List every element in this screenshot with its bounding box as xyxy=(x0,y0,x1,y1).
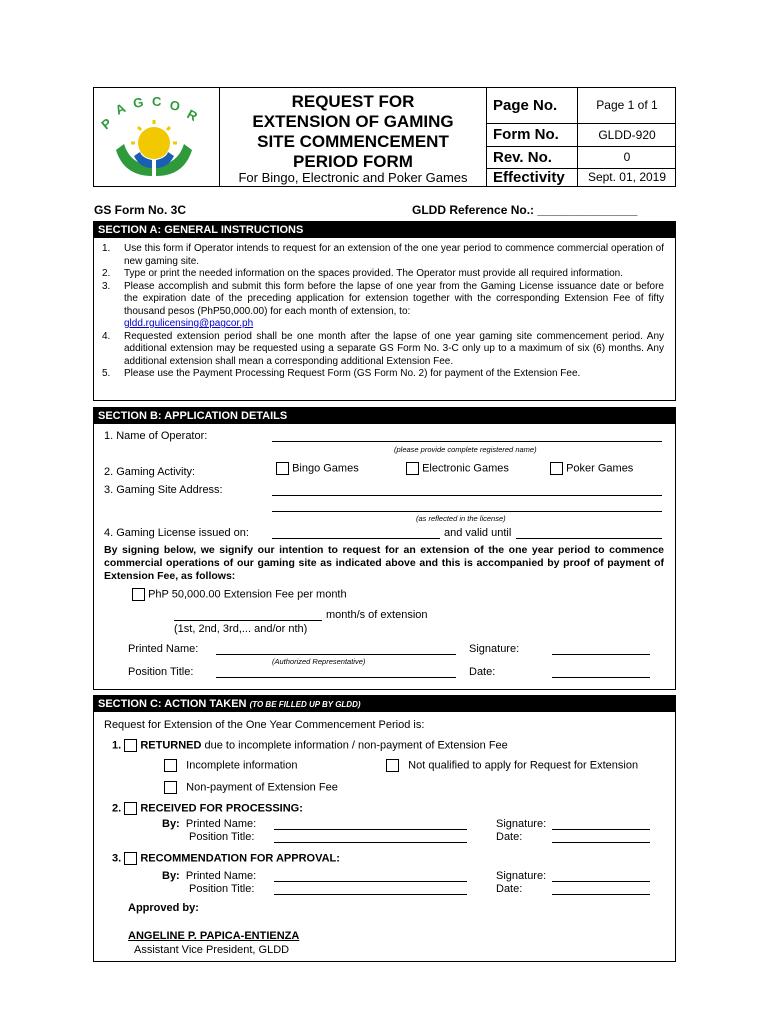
instruction-item: 4. Requested extension period shall be one month after the lapse of one year gaming site commencement period. Any additional extension may be requested using a separate GS Form No. 3-C only up to a maximum of six (6) months. Any additional extension shall mean a corresponding additional Extension Fee. xyxy=(102,330,664,367)
recommendation-position-label: Position Title: xyxy=(189,883,255,895)
svg-text:A: A xyxy=(112,100,128,118)
extension-fee-checkbox[interactable] xyxy=(132,588,145,601)
non-payment-checkbox[interactable] xyxy=(164,781,177,794)
site-address-field-1[interactable] xyxy=(272,495,662,496)
signature-label: Signature: xyxy=(469,643,520,655)
recommendation-checkbox[interactable] xyxy=(124,852,137,865)
received-signature-field[interactable] xyxy=(552,829,650,830)
licensing-email-link[interactable]: gldd.rgulicensing@pagcor.ph xyxy=(124,318,254,329)
date-label: Date: xyxy=(469,666,496,678)
not-qualified-checkbox[interactable] xyxy=(386,759,399,772)
valid-until-field[interactable] xyxy=(516,538,662,539)
form-title xyxy=(220,92,486,172)
received-position-field[interactable] xyxy=(274,842,467,843)
not-qualified-option[interactable]: Not qualified to apply for Request for Extension xyxy=(386,759,638,772)
electronic-games-option[interactable]: Electronic Games xyxy=(406,462,509,475)
received-date-label: Date: xyxy=(496,831,523,843)
meta-rev-no: Rev. No. 0 xyxy=(487,147,676,169)
license-issued-field[interactable] xyxy=(272,538,440,539)
received-option[interactable]: 2. RECEIVED FOR PROCESSING: xyxy=(112,802,303,815)
extension-fee-option[interactable]: PhP 50,000.00 Extension Fee per month xyxy=(132,588,347,601)
recommendation-signature-label: Signature: xyxy=(496,870,547,882)
form-title-block xyxy=(220,88,486,186)
received-date-field[interactable] xyxy=(552,842,650,843)
form-subtitle: For Bingo, Electronic and Poker Games xyxy=(238,170,468,185)
instruction-item: 2. Type or print the needed information on the spaces provided. The Operator must provide all required information. xyxy=(102,268,623,279)
site-address-label: 3. Gaming Site Address: xyxy=(104,484,223,496)
operator-name-label: 1. Name of Operator: xyxy=(104,430,208,442)
section-a-title: SECTION A: GENERAL INSTRUCTIONS xyxy=(94,222,675,238)
recommendation-option[interactable]: 3. RECOMMENDATION FOR APPROVAL: xyxy=(112,852,340,865)
position-title-label: Position Title: xyxy=(128,666,194,678)
site-address-field-2[interactable] xyxy=(272,511,662,512)
operator-name-field[interactable] xyxy=(272,441,662,442)
returned-option[interactable]: 1. RETURNED due to incomplete information / non-payment of Extension Fee xyxy=(112,739,508,752)
recommendation-printed-name-field[interactable] xyxy=(274,881,467,882)
instructions-list xyxy=(94,243,664,381)
svg-text:G: G xyxy=(131,94,145,111)
printed-name-label: Printed Name: xyxy=(128,643,199,655)
svg-text:C: C xyxy=(152,94,162,109)
meta-page-no: Page No. Page 1 of 1 xyxy=(487,88,676,124)
poker-games-option[interactable]: Poker Games xyxy=(550,462,633,475)
received-printed-name-field[interactable] xyxy=(274,829,467,830)
section-b-title: SECTION B: APPLICATION DETAILS xyxy=(94,408,675,424)
action-intro: Request for Extension of the One Year Commencement Period is: xyxy=(104,719,425,731)
intent-statement: By signing below, we signify our intention to request for an extension of the one year period to commence commercial operations of our gaming site as indicated above and this is accompanied by proof of payment of Extension Fee, as follows: xyxy=(104,544,664,582)
pagcor-logo xyxy=(94,88,220,186)
recommendation-date-field[interactable] xyxy=(552,894,650,895)
title-line: REQUEST FOR xyxy=(291,92,415,111)
site-address-hint: (as reflected in the license) xyxy=(416,514,506,523)
poker-games-checkbox[interactable] xyxy=(550,462,563,475)
title-line: SITE COMMENCEMENT xyxy=(257,132,449,151)
received-checkbox[interactable] xyxy=(124,802,137,815)
title-line: EXTENSION OF GAMING xyxy=(252,112,454,131)
title-line: PERIOD FORM xyxy=(293,152,413,171)
instruction-item: 1. Use this form if Operator intends to request for an extension of the one year period to commence commercial operation of new gaming site. xyxy=(102,243,664,267)
gs-form-number: GS Form No. 3C xyxy=(94,203,187,217)
received-by: By: Printed Name: xyxy=(162,818,257,830)
section-c-title: SECTION C: ACTION TAKEN (TO BE FILLED UP BY GLDD) xyxy=(94,696,675,712)
svg-text:R: R xyxy=(184,106,200,125)
gaming-activity-label: 2. Gaming Activity: xyxy=(104,466,196,478)
svg-text:P: P xyxy=(98,115,115,133)
recommendation-signature-field[interactable] xyxy=(552,881,650,882)
section-b xyxy=(93,407,676,690)
incomplete-info-option[interactable]: Incomplete information xyxy=(164,759,297,772)
operator-name-hint: (please provide complete registered name) xyxy=(394,445,537,454)
license-issued-label: 4. Gaming License issued on: xyxy=(104,527,249,539)
electronic-games-checkbox[interactable] xyxy=(406,462,419,475)
section-a xyxy=(93,221,676,401)
approver-title: Assistant Vice President, GLDD xyxy=(134,944,290,956)
signature-field[interactable] xyxy=(552,654,650,655)
received-position-label: Position Title: xyxy=(189,831,255,843)
returned-checkbox[interactable] xyxy=(124,739,137,752)
meta-form-no: Form No. GLDD-920 xyxy=(487,124,676,147)
authorized-rep-hint: (Authorized Representative) xyxy=(272,657,366,666)
valid-until-label: and valid until xyxy=(444,527,512,539)
months-of-extension-label: month/s of extension xyxy=(326,609,428,621)
printed-name-field[interactable] xyxy=(216,654,456,655)
svg-text:O: O xyxy=(168,97,182,115)
date-field[interactable] xyxy=(552,677,650,678)
instruction-item: 3. Please accomplish and submit this form before the lapse of one year from the Gaming License issuance date or before the expiration date of the preceding application for extension together with the corresponding Extension Fee of fifty thousand pesos (PhP50,000.00) for each month of extension, to: gldd.rgulicensing@pagcor.ph xyxy=(102,280,664,329)
non-payment-option[interactable]: Non-payment of Extension Fee xyxy=(164,781,338,794)
recommendation-date-label: Date: xyxy=(496,883,523,895)
section-c xyxy=(93,695,676,962)
ordinals-hint: (1st, 2nd, 3rd,... and/or nth) xyxy=(174,623,308,635)
months-of-extension-field[interactable] xyxy=(174,620,322,621)
recommendation-by: By: Printed Name: xyxy=(162,870,257,882)
approver-name: ANGELINE P. PAPICA-ENTIENZA xyxy=(128,930,300,942)
gldd-reference-number[interactable]: GLDD Reference No.: _______________ xyxy=(412,203,638,217)
received-signature-label: Signature: xyxy=(496,818,547,830)
position-title-field[interactable] xyxy=(216,677,456,678)
form-meta-table xyxy=(486,88,676,186)
bingo-games-checkbox[interactable] xyxy=(276,462,289,475)
meta-effectivity: Effectivity Sept. 01, 2019 xyxy=(487,169,676,186)
recommendation-position-field[interactable] xyxy=(274,894,467,895)
instruction-item: 5. Please use the Payment Processing Request Form (GS Form No. 2) for payment of the Extension Fee. xyxy=(102,368,581,379)
incomplete-info-checkbox[interactable] xyxy=(164,759,177,772)
bingo-games-option[interactable]: Bingo Games xyxy=(276,462,359,475)
form-header xyxy=(93,87,676,187)
approved-by-label: Approved by: xyxy=(128,902,199,914)
pagcor-logo-icon xyxy=(94,88,219,186)
